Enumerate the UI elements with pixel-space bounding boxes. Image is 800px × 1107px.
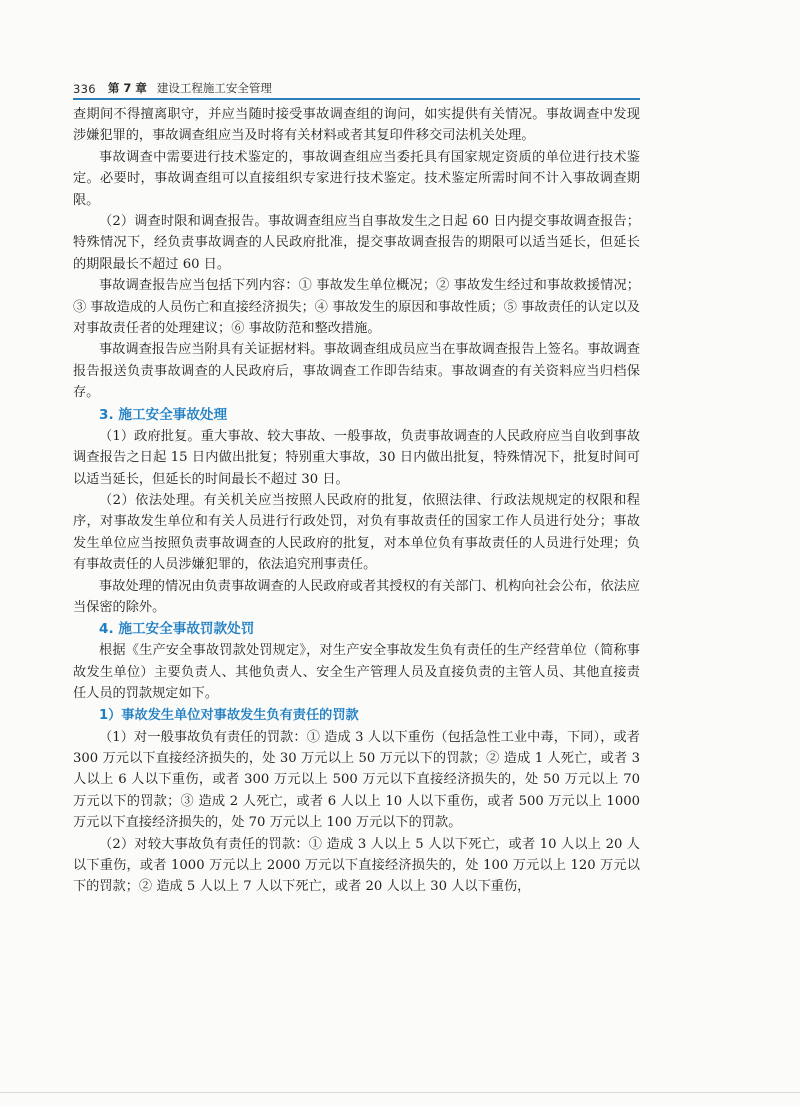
running-header xyxy=(73,76,640,96)
paragraph: （1）对一般事故负有责任的罚款：① 造成 3 人以下重伤（包括急性工业中毒，下同），或者 300 万元以下直接经济损失的，处 30 万元以上 50 万元以下的罚款；② 造成 1 人死亡，或者 3 人以上 6 人以下重伤，或者 300 万元以上 500 万元以下直接经济损失的，处 50 万元以上 70 万元以下的罚款；③ 造成 2 人死亡，或者 6 人以上 10 人以下重伤，或者 500 万元以上 1000 万元以下直接经济损失的，处 70 万元以上 100 万元以下的罚款。 xyxy=(73,729,640,831)
scan-edge xyxy=(0,1092,800,1093)
paragraph: 事故处理的情况由负责事故调查的人民政府或者其授权的有关部门、机构向社会公布，依法应当保密的除外。 xyxy=(73,578,640,615)
paragraph: 事故调查中需要进行技术鉴定的，事故调查组应当委托具有国家规定资质的单位进行技术鉴定。必要时，事故调查组可以直接组织专家进行技术鉴定。技术鉴定所需时间不计入事故调查期限。 xyxy=(73,149,640,208)
chapter-label: 第 7 章 xyxy=(107,81,147,95)
section-heading: 4. 施工安全事故罚款处罚 xyxy=(99,621,255,638)
paragraph: 查期间不得擅离职守，并应当随时接受事故调查组的询问，如实提供有关情况。事故调查中发现涉嫌犯罪的，事故调查组应当及时将有关材料或者其复印件移交司法机关处理。 xyxy=(73,107,640,144)
paragraph: （2）调查时限和调查报告。事故调查组应当自事故发生之日起 60 日内提交事故调查报告；特殊情况下，经负责事故调查的人民政府批准，提交事故调查报告的期限可以适当延长，但延长的期限最长不超过 60 日。 xyxy=(73,214,640,272)
header-rule xyxy=(73,98,640,100)
paragraph: （2）依法处理。有关机关应当按照人民政府的批复，依照法律、行政法规规定的权限和程序，对事故发生单位和有关人员进行行政处罚，对负有事故责任的国家工作人员进行处分；事故发生单位应当按照负责事故调查的人民政府的批复，对本单位负有事故责任的人员进行处理；负有事故责任的人员涉嫌犯罪的，依法追究刑事责任。 xyxy=(73,492,640,573)
paragraph: 根据《生产安全事故罚款处罚规定》，对生产安全事故发生负有责任的生产经营单位（简称事故发生单位）主要负责人、其他负责人、安全生产管理人员及直接负责的主管人员、其他直接责任人员的罚款规定如下。 xyxy=(73,643,640,702)
page-number: 336 xyxy=(73,82,96,96)
paragraph: （1）政府批复。重大事故、较大事故、一般事故，负责事故调查的人民政府应当自收到事故调查报告之日起 15 日内做出批复；特别重大事故，30 日内做出批复，特殊情况下，批复时间可以适当延长，但延长的时间最长不超过 30 日。 xyxy=(73,428,640,487)
page-body xyxy=(73,104,640,898)
chapter-title: 建设工程施工安全管理 xyxy=(156,81,272,95)
paragraph: 事故调查报告应当包括下列内容：① 事故发生单位概况；② 事故发生经过和事故救援情况；③ 事故造成的人员伤亡和直接经济损失；④ 事故发生的原因和事故性质；⑤ 事故责任的认定以及对事故责任者的处理建议；⑥ 事故防范和整改措施。 xyxy=(73,278,640,337)
section-heading: 3. 施工安全事故处理 xyxy=(99,406,228,423)
paragraph: 事故调查报告应当附具有关证据材料。事故调查组成员应当在事故调查报告上签名。事故调查报告报送负责事故调查的人民政府后，事故调查工作即告结束。事故调查的有关资料应当归档保存。 xyxy=(73,342,640,401)
subsection-heading: 1）事故发生单位对事故发生负有责任的罚款 xyxy=(99,707,359,723)
paragraph: （2）对较大事故负有责任的罚款：① 造成 3 人以上 5 人以下死亡，或者 10 人以上 20 人以下重伤，或者 1000 万元以上 2000 万元以下直接经济损失的，处 100 万元以上 120 万元以下的罚款；② 造成 5 人以上 7 人以下死亡，或者 20 人以上 30 人以下重伤， xyxy=(73,836,640,895)
